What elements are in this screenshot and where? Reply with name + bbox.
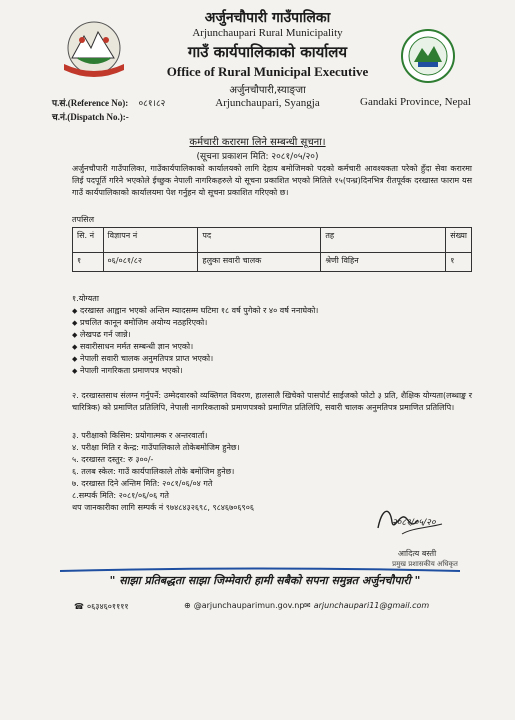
footer-email[interactable]: ✉ arjunchaupari11@gmail.com [304, 601, 430, 610]
letterhead-office-english: Office of Rural Municipal Executive [166, 64, 369, 79]
letterhead-english-name: Arjunchaupari Rural Municipality [192, 27, 343, 39]
notice-publish-date: (सूचना प्रकाशन मिति: २०८१/०५/२०) [196, 152, 319, 162]
col-serial: सि. नं [73, 228, 104, 253]
bullet-icon: ◆ [72, 343, 78, 351]
list-item: ◆ प्रचलित कानून बमोजिम अयोग्य नठहरिएको। [72, 318, 208, 327]
bullet-icon: ◆ [72, 331, 78, 339]
col-level: तह [321, 228, 446, 253]
cell-count: १ [446, 253, 472, 272]
contact-date: ८.सम्पर्क मिति: २०८१/०६/०६ गते [72, 491, 169, 500]
col-ad-number: विज्ञापन नं [103, 228, 198, 253]
exam-date-center: ४. परीक्षा मिति र केन्द्र: गाउँपालिकाले तोकेबमोजिम हुनेछ। [72, 443, 240, 452]
cell-post: हलुका सवारी चालक [198, 253, 321, 272]
officer-title: प्रमुख प्रशासकीय अधिकृत [392, 560, 458, 568]
notice-title: कर्मचारी करारमा लिने सम्बन्धी सूचना। [189, 137, 326, 148]
letterhead-address-nepali: अर्जुनचौपारी,स्याङ्जा [229, 85, 306, 96]
qualification-section [72, 293, 472, 377]
application-fee: ५. दरखास्त दस्तुर: रु ३००/- [72, 455, 154, 464]
mail-icon: ✉ [304, 601, 311, 610]
signature-date: २०८१/०५/२० [392, 518, 436, 528]
globe-icon: ⊕ [184, 601, 191, 610]
col-count: संख्या [446, 228, 472, 253]
footer-phone: ☎ ०६३४६०११११ [74, 602, 129, 611]
notice-intro-paragraph: अर्जुनचौपारी गाउँपालिका, गाउँकार्यपालिकाको कार्यालयको लागि देहाय बमोजिमको पदको कर्मचारी आवश्यकता परेको हुँदा सेवा करारमा लिई पदपूर्ति गरिने भएकोले ईच्छुक नेपाली नागरिकहरुले यो सूचना प्रकाशित भएको मितिले १५(पन्ध्र)दिनभित्र रीतपूर्वक दरखास्त फाराम यस गाउँ कार्यपालिकाको कार्यालयमा पेश गर्नुहन यो सूचना प्रकाशित गरिएको छ। [72, 164, 472, 197]
reference-number: प.सं.(Reference No): ०८१।८२ [52, 98, 166, 108]
cell-serial: १ [73, 253, 104, 272]
cell-level: श्रेणी विहिन [321, 253, 446, 272]
dispatch-number: च.नं.(Dispatch No.):- [52, 112, 129, 122]
list-item: ◆ नेपाली नागरिकता प्रमाणपत्र भएको। [72, 366, 183, 375]
cell-ad-number: ०६/०८१/८२ [103, 253, 198, 272]
officer-name: आदित्य बस्ती [397, 549, 437, 558]
list-item: ◆ लेखपढ गर्न जान्ने। [72, 330, 131, 339]
vacancy-table [72, 227, 472, 272]
phone-icon: ☎ [74, 602, 84, 611]
letterhead-nepali-name: अर्जुनचौपारी गाउँपालिका [204, 10, 331, 26]
application-deadline: ७. दरखास्त दिने अन्तिम मिति: २०८१/०६/०४ गते [72, 479, 213, 488]
footer-slogan: " साझा प्रतिबद्धता साझा जिम्मेवारी हामी सबैको सपना समुन्नत अर्जुनचौपारी " [109, 574, 421, 587]
bullet-icon: ◆ [72, 355, 78, 363]
province-label: Gandaki Province, Nepal [360, 96, 471, 108]
qualification-heading: १.योग्यता [72, 294, 99, 303]
contact-numbers: थप जानकारीका लागि सम्पर्क नं ९७४८४३२६९८, ९८४६७०६९०६ [72, 503, 255, 512]
bullet-icon: ◆ [72, 367, 78, 375]
table-row [73, 253, 472, 272]
letterhead-office-nepali: गाउँ कार्यपालिकाको कार्यालय [187, 43, 348, 61]
details-label: तपसिल [72, 215, 95, 224]
list-item: ◆ नेपाली सवारी चालक अनुमतिपत्र प्राप्त भएको। [72, 354, 214, 363]
table-header-row [73, 228, 472, 253]
footer-website[interactable]: ⊕ @arjunchauparimun.gov.np [184, 601, 305, 610]
col-post: पद [198, 228, 321, 253]
list-item: ◆ सवारीसाधन मर्मत सम्बन्धी ज्ञान भएको। [72, 342, 194, 351]
attachments-paragraph: २. दरखास्तसाथ संलग्न गर्नुपर्ने: उम्मेदवारको व्यक्तिगत विवरण, हालसालै खिचेको पासपोर्ट साईजको फोटो ३ प्रति, शैक्षिक योग्यता(लब्धाङ्क र चारित्रिक) को प्रमाणित प्रतिलिपि, नेपाली नागरिकताको प्रमाणपत्रको प्रमाणित प्रतिलिपि, सवारी चालक अनुमतिपत्र प्रमाणित प्रतिलिपि। [72, 391, 472, 412]
list-item: ◆ दरखास्त आह्वान भएको अन्तिम म्यादसम्म घटिमा १८ वर्ष पुगेको र ४० वर्ष ननाघेको। [72, 306, 319, 315]
salary-scale: ६. तलब स्केल: गाउँ कार्यपालिकाले तोके बमोजिम हुनेछ। [72, 467, 235, 476]
letterhead-address-english: Arjunchaupari, Syangja [215, 97, 320, 109]
exam-type: ३. परीक्षाको किसिम: प्रयोगात्मक र अन्तरवार्ता। [72, 431, 208, 440]
bullet-icon: ◆ [72, 307, 78, 315]
bullet-icon: ◆ [72, 319, 78, 327]
